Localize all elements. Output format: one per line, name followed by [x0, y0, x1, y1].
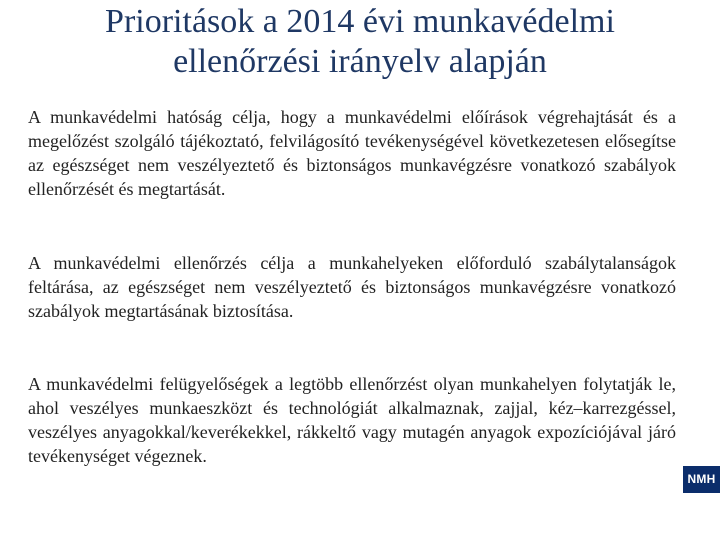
nmh-logo: NMH — [683, 466, 720, 493]
slide-title-line-1: Prioritások a 2014 évi munkavédelmi — [105, 3, 615, 40]
paragraph-inspection-goal: A munkavédelmi ellenőrzés célja a munkahelyeken előforduló szabálytalanságok feltárása, az egészséget nem veszélyeztető és biztonságos munkavégzésre vonatkozó szabályok megtartásának biztosítása. — [28, 253, 676, 321]
slide-title — [20, 2, 700, 82]
slide-title-line-2: ellenőrzési irányelv alapján — [173, 43, 547, 80]
paragraph-authority-goal: A munkavédelmi hatóság célja, hogy a munkavédelmi előírások végrehajtását és a megelőzést szolgáló tájékoztató, felvilágosító tevékenységével következetesen elősegítse az egészséget nem veszélyeztető és biztonságos munkavégzésre vonatkozó szabályok ellenőrzését és megtartását. — [28, 107, 676, 199]
paragraph-inspection-focus: A munkavédelmi felügyelőségek a legtöbb ellenőrzést olyan munkahelyen folytatják le, ahol veszélyes munkaeszközt és technológiát alkalmaznak, zajjal, kéz–karrezgéssel, veszélyes anyagokkal/keverékekkel, rákkeltő vagy mutagén anyagok expozíciójával járó tevékenységet végeznek. — [28, 374, 676, 466]
